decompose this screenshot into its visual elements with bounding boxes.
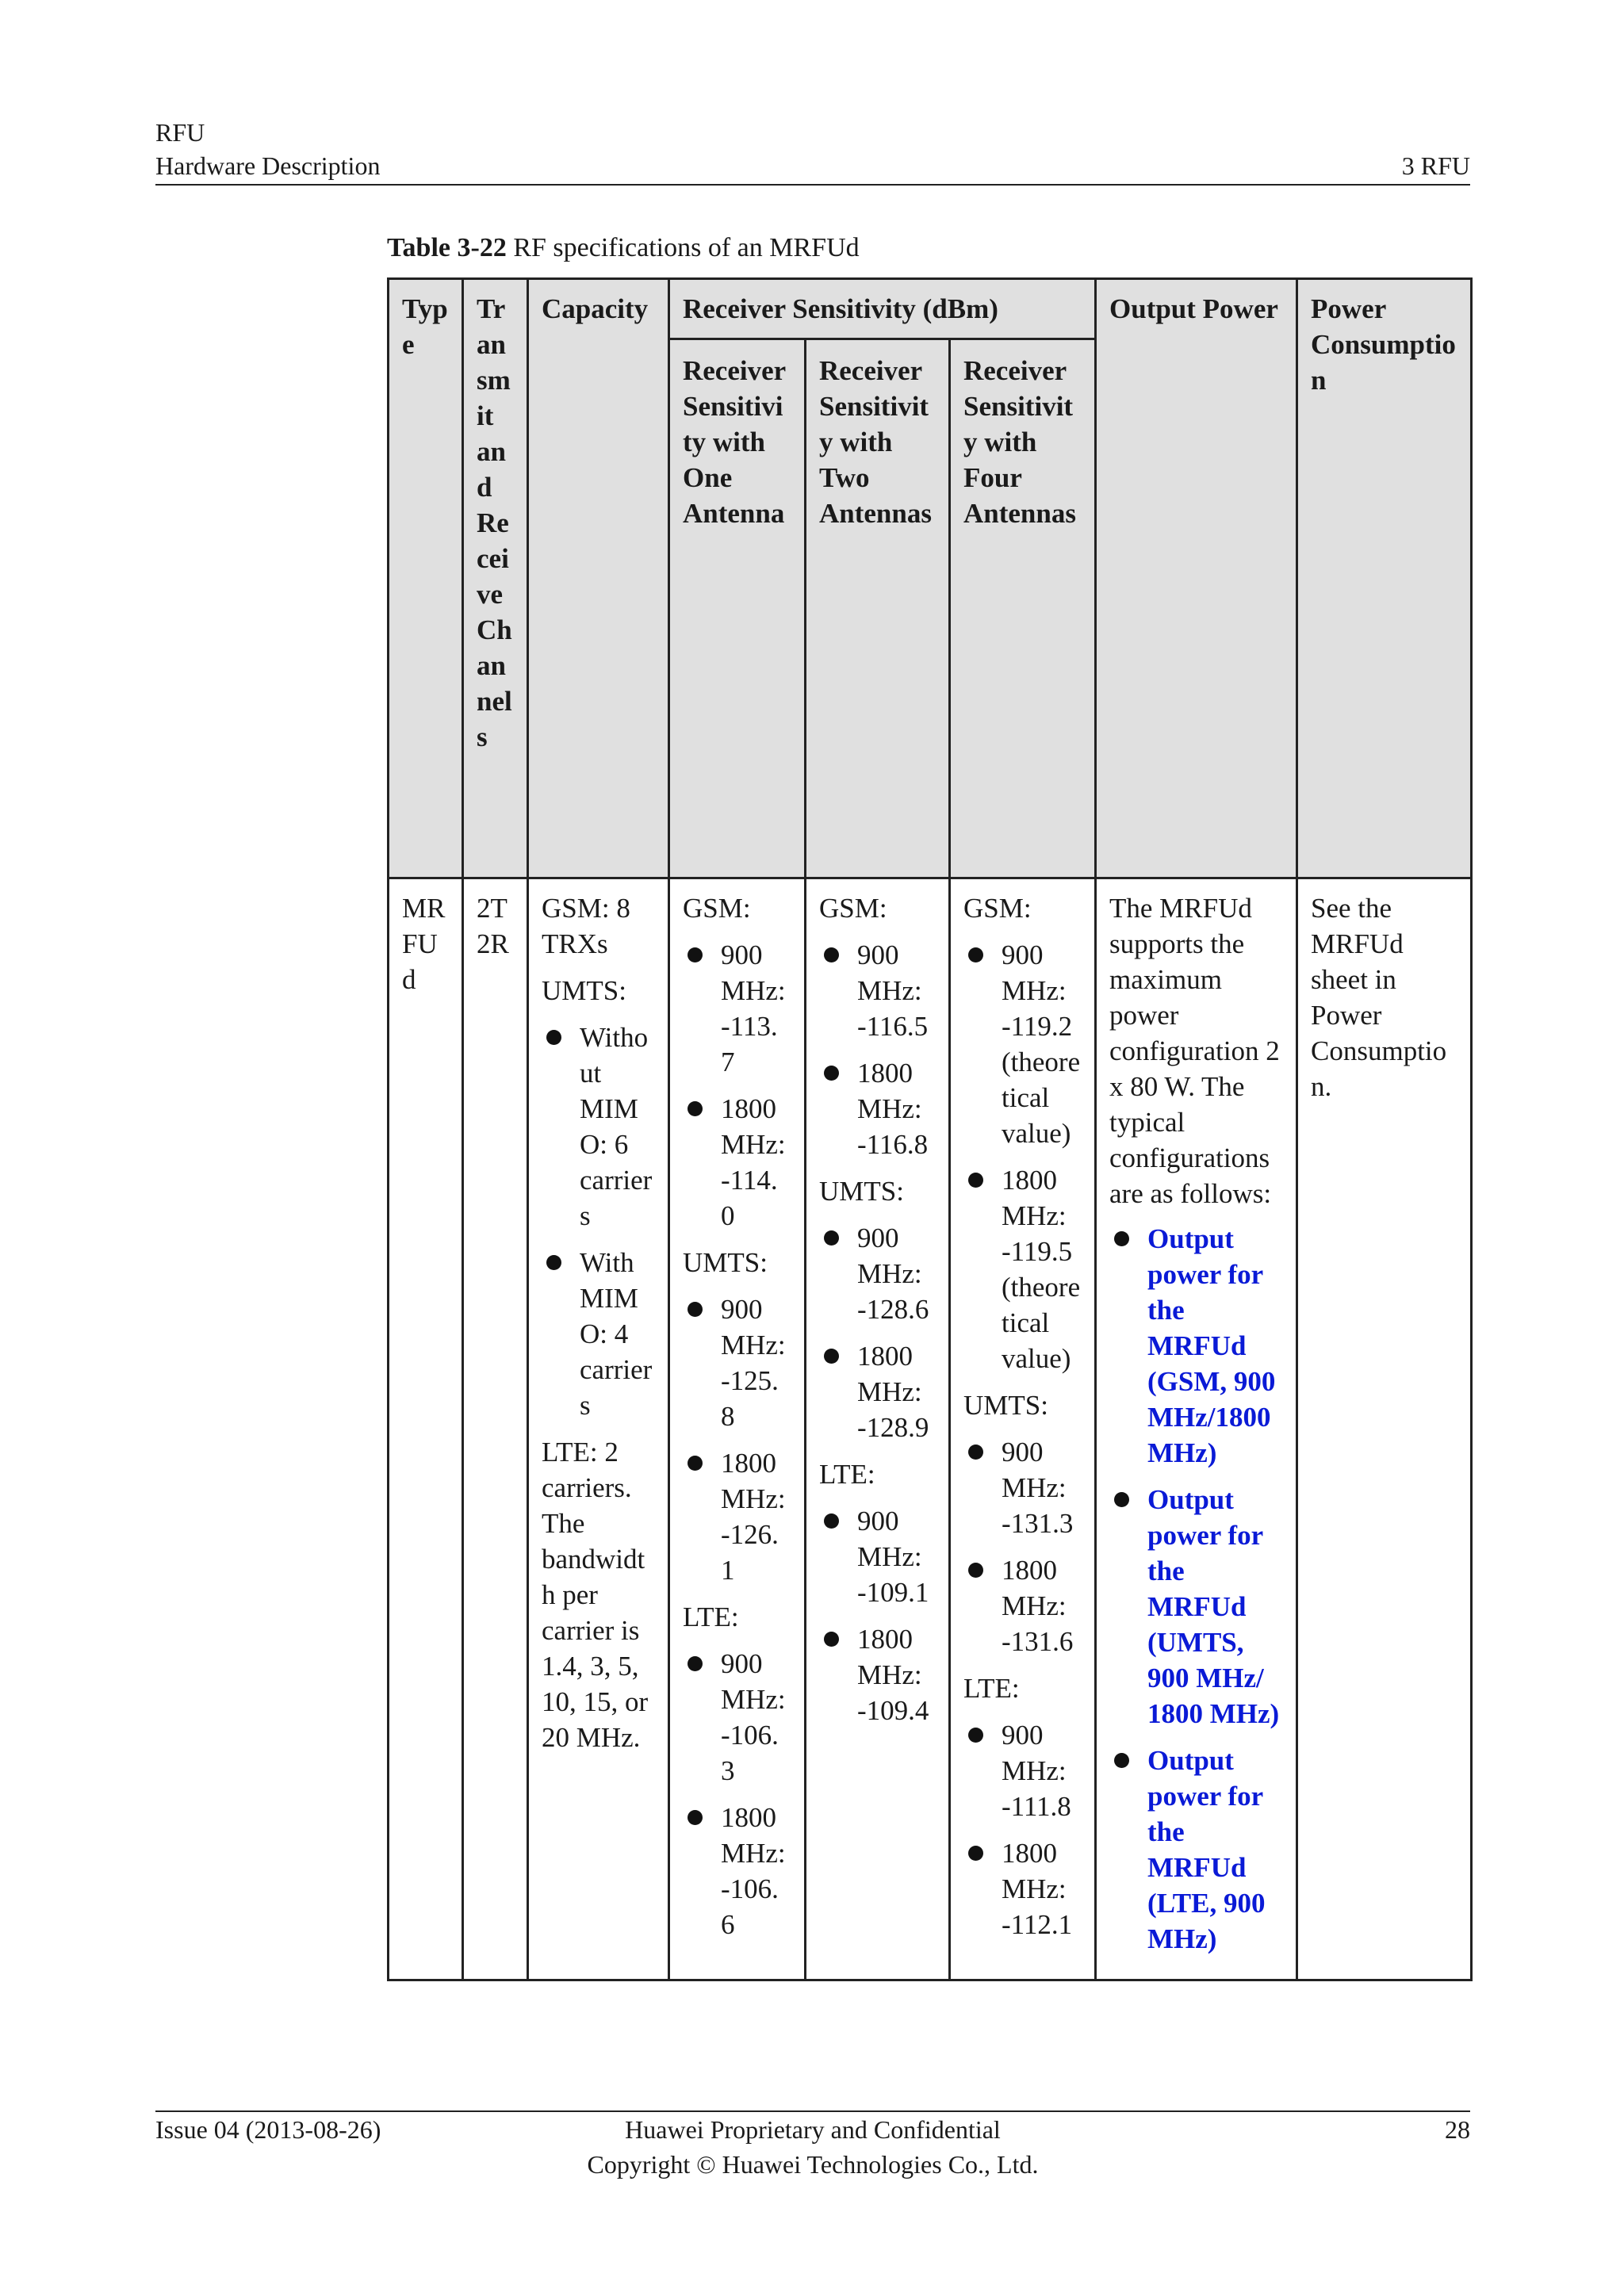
lte-label: LTE:	[819, 1459, 875, 1490]
capacity-lte: LTE: 2 carriers. The bandwidth per carrier is 1.4, 3, 5, 10, 15, or 20 MHz.	[542, 1437, 649, 1753]
table-caption-label: Table 3-22	[387, 233, 507, 262]
list-item: 900 MHz: -111.8	[963, 1717, 1082, 1824]
header-chapter: 3 RFU	[1401, 151, 1470, 180]
cell-power-consumption: See the MRFUd sheet in Power Consumption.	[1297, 878, 1472, 1980]
gsm-label: GSM:	[683, 893, 751, 924]
table-row	[389, 878, 1472, 1980]
cell-trx: 2T2R	[463, 878, 528, 1980]
header-four-antennas: Receiver Sensitivity with Four Antennas	[950, 339, 1096, 878]
output-power-links	[1109, 1221, 1283, 1957]
list-item: 1800 MHz: -112.1	[963, 1835, 1082, 1942]
table-caption-text: RF specifications of an MRFUd	[506, 233, 860, 262]
header-capacity: Capacity	[528, 279, 669, 878]
header-two-antennas: Receiver Sensitivity with Two Antennas	[806, 339, 950, 878]
gsm-label: GSM:	[963, 893, 1032, 924]
list-item[interactable]	[1109, 1743, 1283, 1957]
umts-list	[819, 1220, 936, 1445]
list-item: 1800 MHz: -116.8	[819, 1055, 936, 1162]
lte-label: LTE:	[683, 1601, 739, 1632]
header-power-consumption: Power Consumption	[1297, 279, 1472, 878]
list-item: 900 MHz: -116.5	[819, 937, 936, 1044]
link-output-power-gsm[interactable]: Output power for the MRFUd (GSM, 900 MHz/1800 MHz)	[1147, 1223, 1276, 1468]
link-output-power-lte[interactable]: Output power for the MRFUd (LTE, 900 MHz)	[1147, 1745, 1266, 1954]
capacity-umts-label: UMTS:	[542, 975, 626, 1006]
cell-one-antenna	[669, 878, 806, 1980]
header-receiver-sensitivity: Receiver Sensitivity (dBm)	[669, 279, 1096, 339]
cell-capacity	[528, 878, 669, 1980]
footer-issue: Issue 04 (2013-08-26)	[155, 2115, 381, 2144]
header-trx-channels: Transmit and Receive Channels	[463, 279, 528, 878]
header-type: Type	[389, 279, 463, 878]
output-power-text: The MRFUd supports the maximum power configuration 2 x 80 W. The typical configurations are as follows:	[1109, 893, 1280, 1209]
list-item: 1800 MHz: -106.6	[683, 1800, 791, 1942]
table-caption	[387, 233, 860, 263]
list-item: 900 MHz: -125.8	[683, 1292, 791, 1434]
lte-list	[963, 1717, 1082, 1942]
header-output-power: Output Power	[1096, 279, 1297, 878]
page-number: 28	[1445, 2115, 1470, 2144]
umts-label: UMTS:	[819, 1176, 904, 1207]
lte-label: LTE:	[963, 1673, 1020, 1704]
capacity-umts-list	[542, 1020, 655, 1423]
list-item: 900 MHz: -131.3	[963, 1434, 1082, 1541]
list-item: 1800 MHz: -126.1	[683, 1445, 791, 1588]
umts-list	[963, 1434, 1082, 1659]
header-one-antenna: Receiver Sensitivity with One Antenna	[669, 339, 806, 878]
footer-confidential: Huawei Proprietary and Confidential	[625, 2115, 1001, 2144]
list-item: 900 MHz: -106.3	[683, 1646, 791, 1789]
list-item: 1800 MHz: -114.0	[683, 1091, 791, 1234]
cell-type: MRFUd	[389, 878, 463, 1980]
cell-four-antennas	[950, 878, 1096, 1980]
list-item: 1800 MHz: -128.9	[819, 1338, 936, 1445]
table-header-row	[389, 279, 1472, 339]
umts-label: UMTS:	[963, 1390, 1048, 1421]
cell-two-antennas	[806, 878, 950, 1980]
list-item: Without MIMO: 6 carriers	[542, 1020, 655, 1234]
header-rule	[155, 184, 1470, 186]
gsm-label: GSM:	[819, 893, 887, 924]
umts-list	[683, 1292, 791, 1588]
cell-output-power	[1096, 878, 1297, 1980]
gsm-list	[683, 937, 791, 1234]
link-output-power-umts[interactable]: Output power for the MRFUd (UMTS, 900 MHz/ 1800 MHz)	[1147, 1484, 1280, 1729]
umts-label: UMTS:	[683, 1247, 768, 1278]
list-item: 1800 MHz: -119.5 (theoretical value)	[963, 1162, 1082, 1376]
header-product: RFU	[155, 118, 205, 147]
capacity-gsm: GSM: 8 TRXs	[542, 893, 630, 959]
rf-spec-table	[387, 277, 1473, 1981]
list-item[interactable]	[1109, 1482, 1283, 1732]
gsm-list	[963, 937, 1082, 1376]
lte-list	[683, 1646, 791, 1942]
list-item: 900 MHz: -109.1	[819, 1503, 936, 1610]
list-item[interactable]	[1109, 1221, 1283, 1471]
gsm-list	[819, 937, 936, 1162]
list-item: 900 MHz: -128.6	[819, 1220, 936, 1327]
list-item: 900 MHz: -113.7	[683, 937, 791, 1080]
list-item: 1800 MHz: -131.6	[963, 1552, 1082, 1659]
list-item: 1800 MHz: -109.4	[819, 1621, 936, 1728]
list-item: 900 MHz: -119.2 (theoretical value)	[963, 937, 1082, 1151]
page-header	[155, 116, 1470, 182]
footer-copyright: Copyright © Huawei Technologies Co., Ltd.	[587, 2150, 1039, 2179]
lte-list	[819, 1503, 936, 1728]
footer-center	[155, 2112, 1470, 2182]
header-doc-title: Hardware Description	[155, 151, 381, 180]
list-item: With MIMO: 4 carriers	[542, 1245, 655, 1423]
